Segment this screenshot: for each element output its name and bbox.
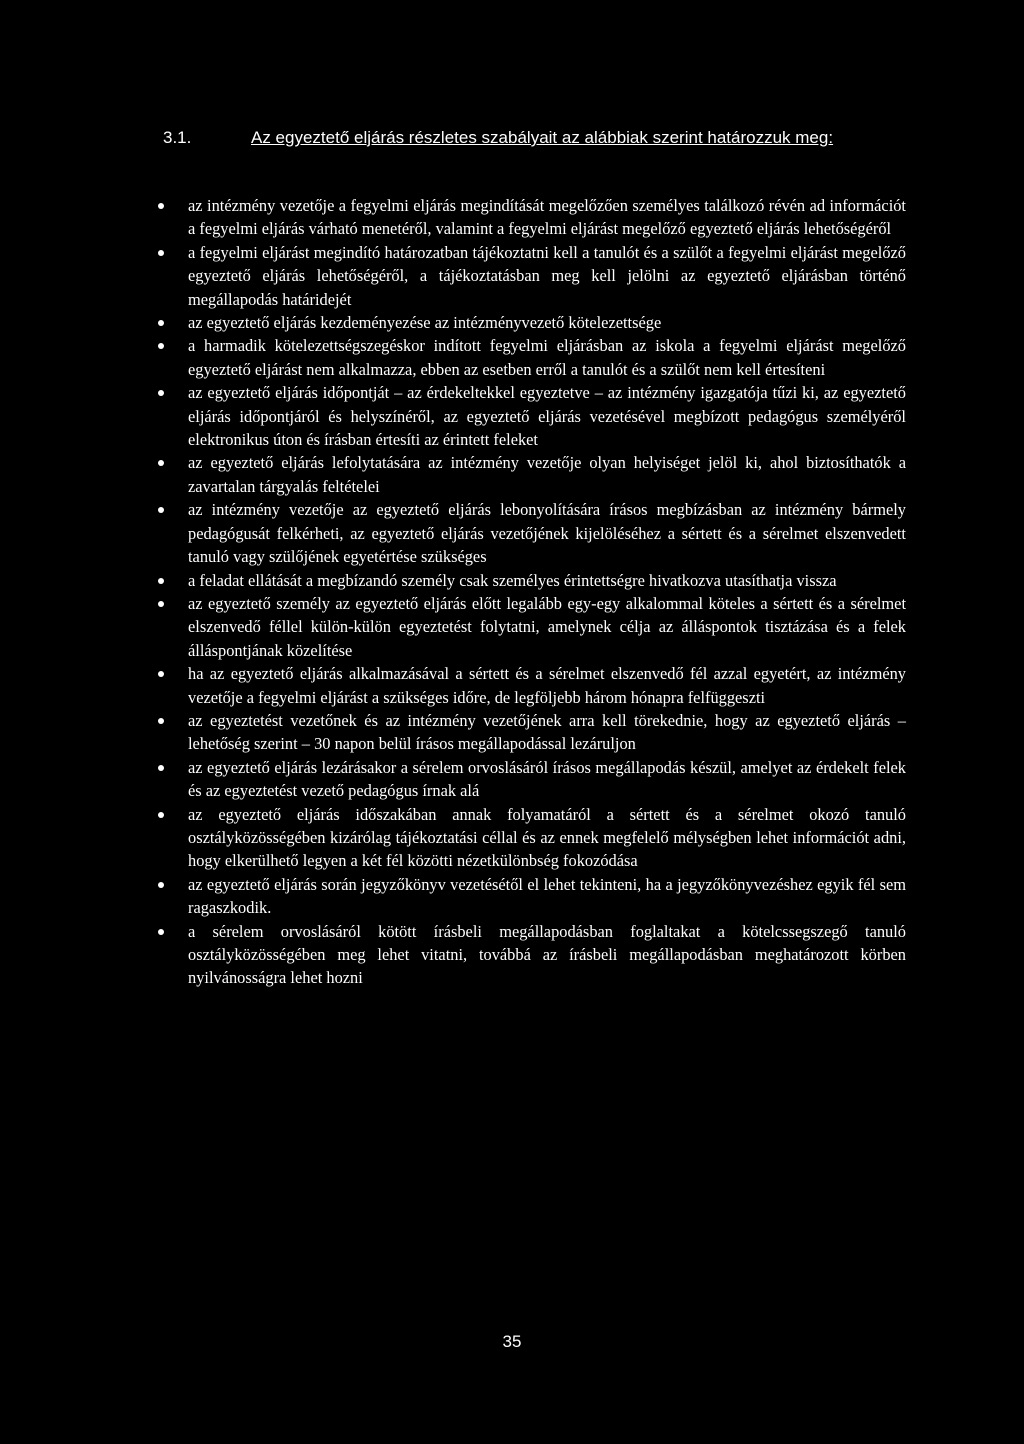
list-item	[188, 756, 906, 803]
bullet-icon	[158, 578, 164, 584]
bullet-icon	[158, 390, 164, 396]
bullet-icon	[158, 718, 164, 724]
list-item-text: a sérelem orvoslásáról kötött írásbeli megállapodásban foglaltakat a kötelcssegszegő tanuló osztályközösségében meg lehet vitatni, továbbá az írásbeli megállapodásban meghatározott körben nyilvánosságra lehet hozni	[188, 921, 906, 988]
bullet-icon	[158, 343, 164, 349]
list-item	[188, 920, 906, 990]
list-item-text: az egyeztető eljárás időszakában annak folyamatáról a sértett és a sérelmet okozó tanuló osztályközösségében kizárólag tájékoztatási céllal és az ennek megfelelő mélységben lehet információt adni, hogy elkerülhető legyen a két fél közötti nézetkülönbség fokozódása	[188, 804, 906, 871]
list-item-text: az intézmény vezetője a fegyelmi eljárás megindítását megelőzően személyes találkozó révén ad információt a fegyelmi eljárás várható menetéről, valamint a fegyelmi eljárást megelőző egyeztető eljárás lehetőségéről	[188, 196, 906, 239]
bullet-icon	[158, 460, 164, 466]
bullet-icon	[158, 671, 164, 677]
list-item	[188, 592, 906, 662]
list-item	[188, 381, 906, 451]
list-item-text: az intézmény vezetője az egyeztető eljárás lebonyolítására írásos megbízásban az intézmény bármely pedagógusát felkérheti, az egyeztető eljárás vezetőjének kijelöléséhez a sértett és a sérelmet elszenvedett tanuló vagy szülőjének egyetértése szükséges	[188, 500, 906, 567]
section-number: 3.1.	[163, 128, 192, 147]
rules-list	[188, 194, 906, 990]
list-item-text: az egyeztető eljárás kezdeményezése az intézményvezető kötelezettsége	[188, 313, 662, 333]
section-title: Az egyeztető eljárás részletes szabályait az alábbiak szerint határozzuk meg:	[251, 128, 834, 147]
bullet-icon	[158, 250, 164, 256]
list-item-text: az egyeztető eljárás lefolytatására az intézmény vezetője olyan helyiséget jelöl ki, ahol biztosíthatók a zavartalan tárgyalás feltételei	[188, 453, 906, 496]
section-heading	[163, 126, 923, 150]
bullet-icon	[158, 320, 164, 326]
bullet-icon	[158, 203, 164, 209]
list-item-text: az egyeztető személy az egyeztető eljárás előtt legalább egy-egy alkalommal köteles a sértett és a sérelmet elszenvedő féllel külön-külön egyeztetést folytatni, amelynek célja az álláspontok tisztázása és a felek álláspontjának közelítése	[188, 593, 906, 660]
list-item	[188, 334, 906, 381]
list-item-text: az egyeztető eljárás során jegyzőkönyv vezetésétől el lehet tekinteni, ha a jegyzőkönyvezéshez egyik fél sem ragaszkodik.	[188, 874, 906, 918]
page-number: 35	[502, 1332, 522, 1351]
list-item	[188, 662, 906, 709]
list-item	[188, 709, 906, 756]
list-item	[188, 803, 906, 873]
list-item	[188, 451, 906, 498]
bullet-icon	[158, 929, 164, 935]
list-item-text: az egyeztetést vezetőnek és az intézmény vezetőjének arra kell törekednie, hogy az egyeztető eljárás – lehetőség szerint – 30 napon belül írásos megállapodással lezáruljon	[188, 710, 906, 754]
list-item-text: a harmadik kötelezettségszegéskor indított fegyelmi eljárásban az iskola a fegyelmi eljárást megelőző egyeztető eljárást nem alkalmazza, ebben az esetben erről a tanulót és a szülőt nem kell értesíteni	[188, 336, 906, 379]
list-item	[188, 873, 906, 920]
list-item	[188, 194, 906, 241]
bullet-icon	[158, 601, 164, 607]
list-item-text: az egyeztető eljárás lezárásakor a sérelem orvoslásáról írásos megállapodás készül, amelyet az érdekelt felek és az egyeztetést vezető pedagógus írnak alá	[188, 757, 906, 801]
list-item-text: az egyeztető eljárás időpontját – az érdekeltekkel egyeztetve – az intézmény igazgatója tűzi ki, az egyeztető eljárás időpontjáról és helyszínéről, az egyeztető eljárás vezetésével megbízott pedagógus személyéről elektronikus úton és írásban értesíti az érintett feleket	[188, 383, 906, 450]
list-item	[188, 241, 906, 311]
list-item	[188, 311, 906, 334]
list-item-text: ha az egyeztető eljárás alkalmazásával a sértett és a sérelmet elszenvedő fél azzal egyetért, az intézmény vezetője a fegyelmi eljárást a szükséges időre, de legföljebb három hónapra felfüggeszti	[188, 664, 906, 707]
bullet-icon	[158, 507, 164, 513]
bullet-icon	[158, 812, 164, 818]
list-item	[188, 569, 906, 592]
bullet-icon	[158, 765, 164, 771]
list-item	[188, 498, 906, 568]
list-item-text: a fegyelmi eljárást megindító határozatban tájékoztatni kell a tanulót és a szülőt a fegyelmi eljárást megelőző egyeztető eljárás lehetőségéről, a tájékoztatásban meg kell jelölni az egyeztető eljárásban történő megállapodás határidejét	[188, 242, 906, 309]
bullet-icon	[158, 882, 164, 888]
list-item-text: a feladat ellátását a megbízandó személy csak személyes érintettségre hivatkozva utasíthatja vissza	[188, 570, 837, 590]
